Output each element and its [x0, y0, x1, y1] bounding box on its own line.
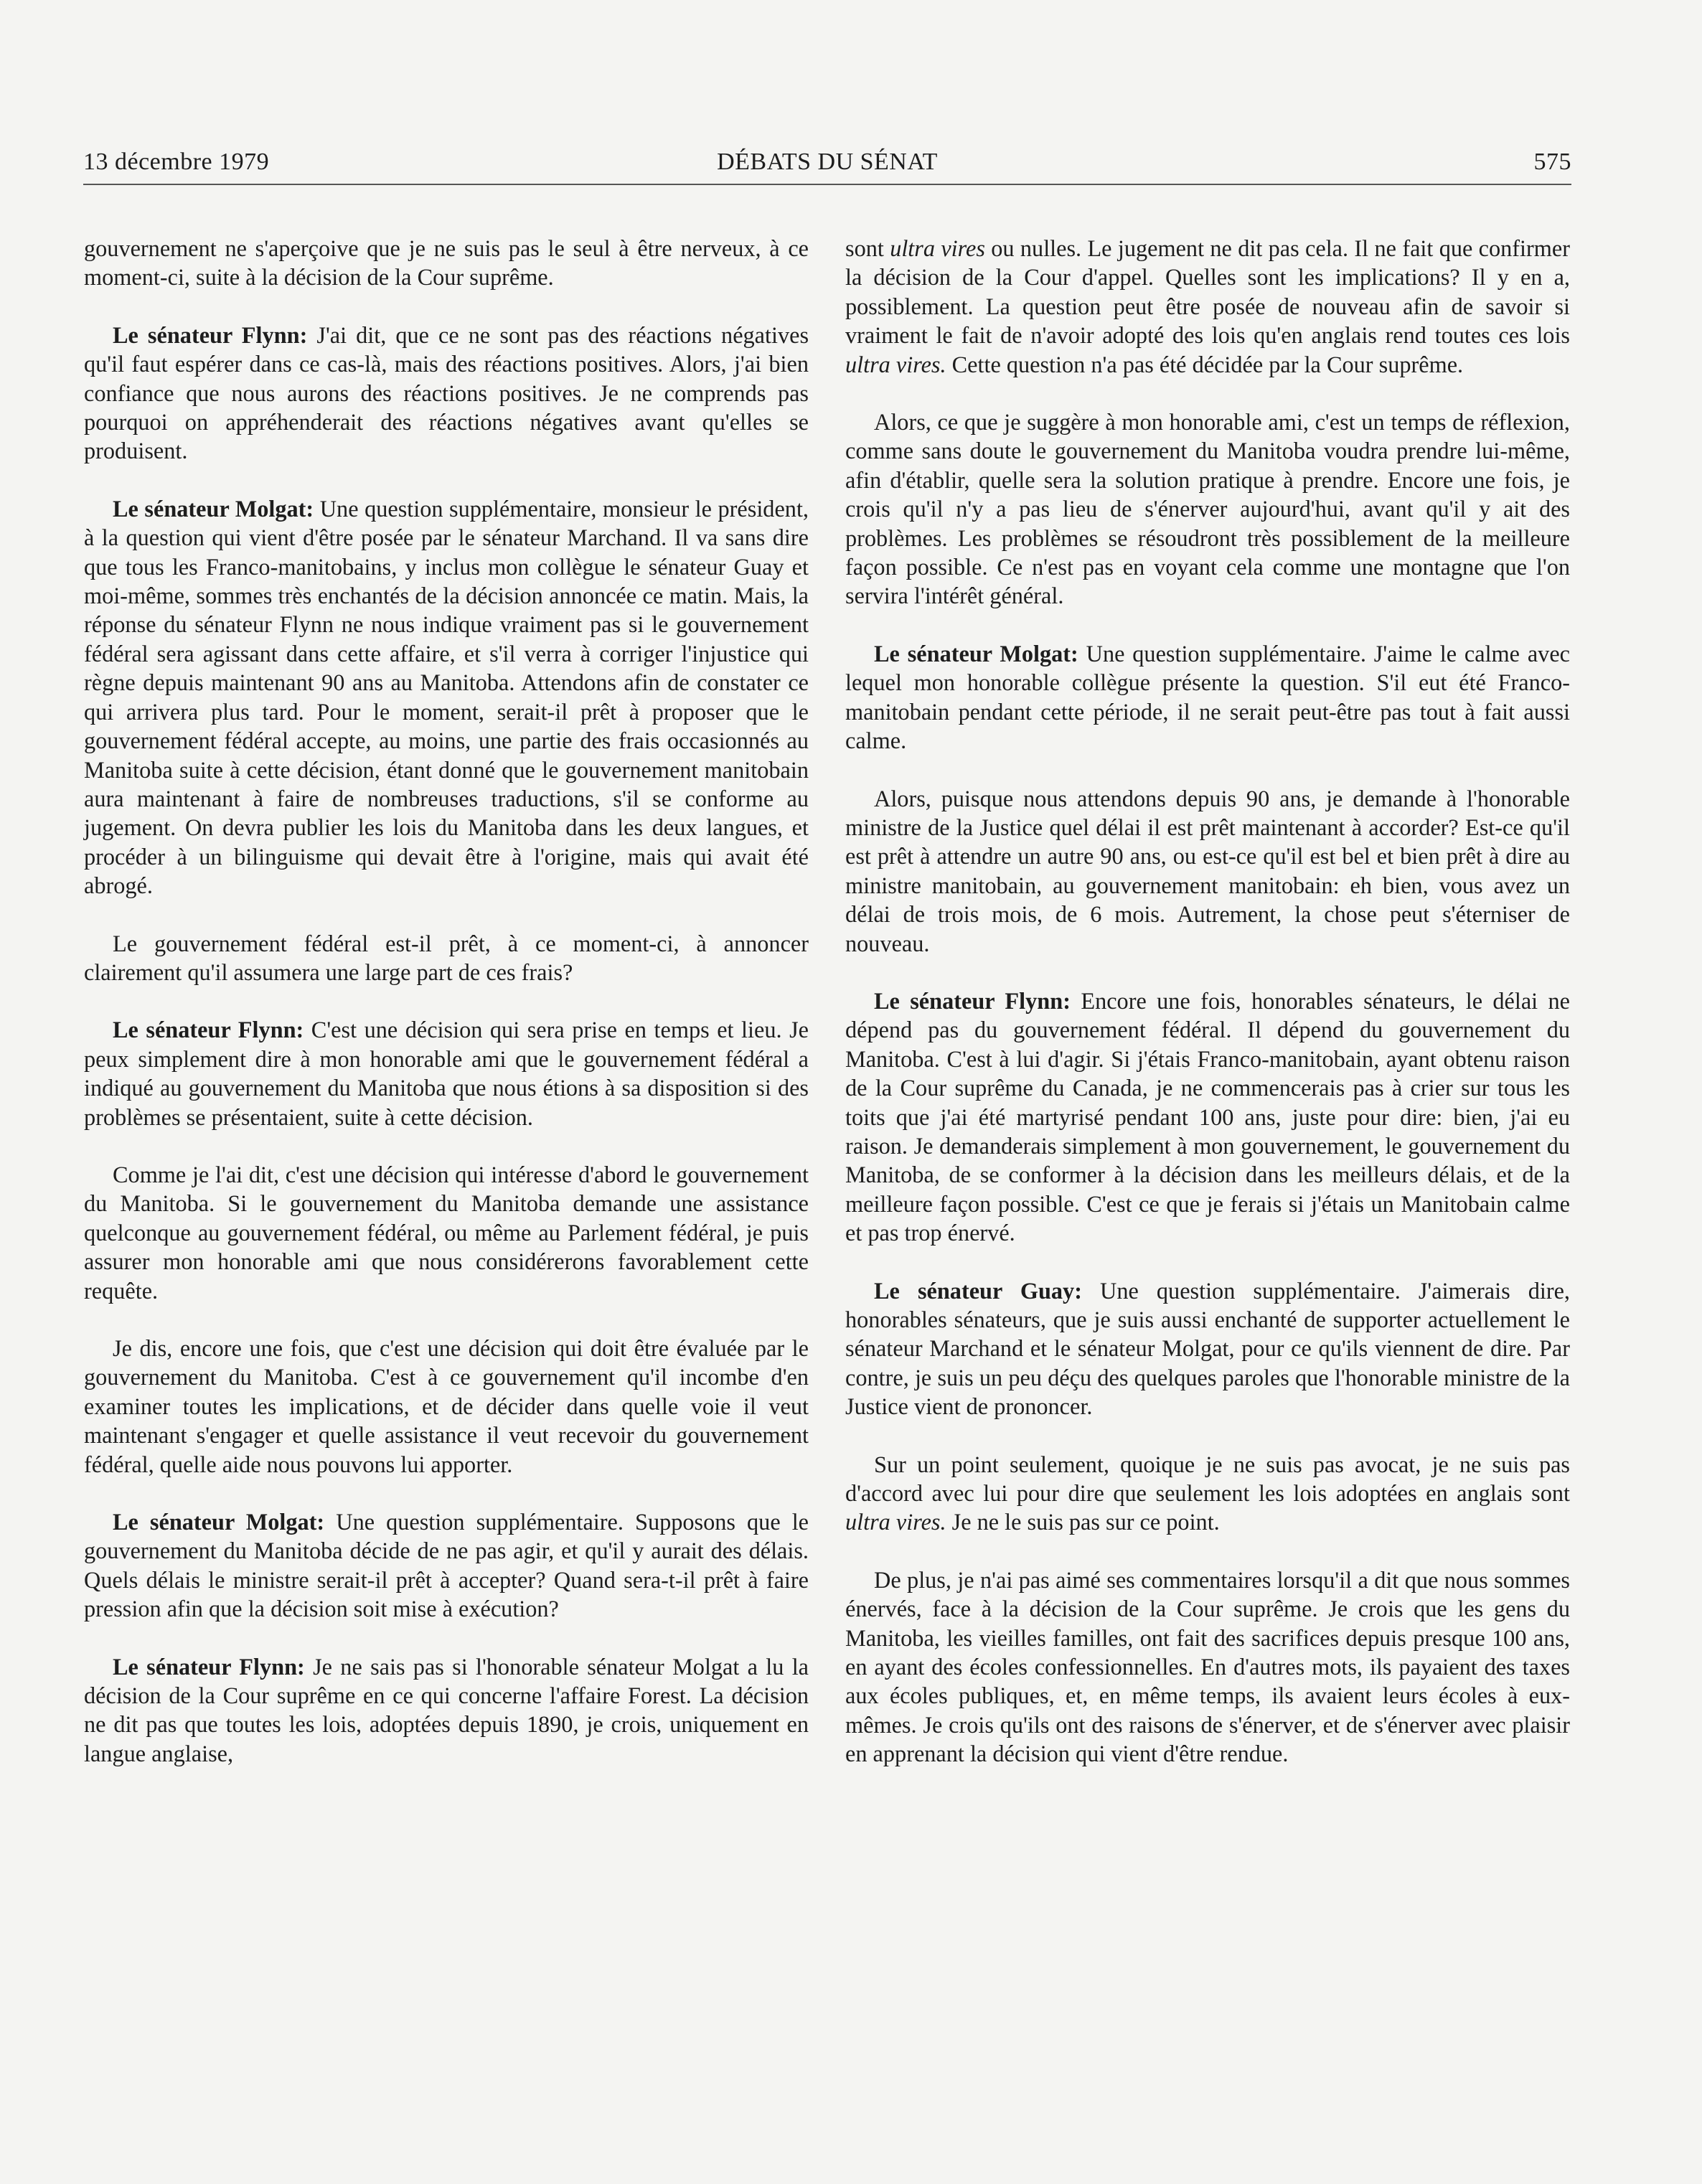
left-column: [84, 234, 809, 1797]
header-date: 13 décembre 1979: [83, 149, 270, 175]
paragraph: [84, 321, 809, 466]
paragraph: [845, 639, 1570, 756]
text-run: Cette question n'a pas été décidée par la Cour suprême.: [946, 351, 1464, 377]
page-header: [83, 146, 1571, 185]
speech-text: Une question supplémentaire. J'aimerais dire, honorables sénateurs, que je suis aussi enchanté de supporter actuellement le sénateur Marchand et le sénateur Molgat, pour ce qu'ils viennent de dire. Par contre, je suis un peu déçu des quelques paroles que l'honorable ministre de la Justice vient de prononcer.: [845, 1277, 1570, 1420]
paragraph: [845, 987, 1570, 1248]
paragraph: [84, 1015, 809, 1131]
paragraph: De plus, je n'ai pas aimé ses commentaires lorsqu'il a dit que nous sommes énervés, face à la décision de la Cour suprême. Je crois que les gens du Manitoba, les vieilles familles, ont fait des sacrifices depuis presque 100 ans, en ayant des écoles confessionnelles. En d'autres mots, ils payaient des taxes aux écoles publiques, et, en même temps, ils avaient leurs écoles à eux-mêmes. Je crois qu'ils ont des raisons de s'énerver, et de s'énerver avec plaisir en apprenant la décision qui vient d'être rendue.: [845, 1566, 1570, 1767]
text-run: ou nulles. Le jugement ne dit pas cela. Il ne fait que confirmer la décision de la Cour d'appel. Quelles sont les implications? Il y en a, possiblement. La question peut être posée de nouveau afin de savoir si vraiment le fait de n'avoir adopté des lois qu'en anglais rend toutes ces lois: [845, 235, 1570, 349]
text-run: Sur un point seulement, quoique je ne suis pas avocat, je ne suis pas d'accord avec lui pour dire que seulement les lois adoptées en anglais sont: [845, 1451, 1570, 1507]
paragraph: Alors, ce que je suggère à mon honorable ami, c'est un temps de réflexion, comme sans doute le gouvernement du Manitoba voudra prendre lui-même, afin d'établir, quelle sera la solution pratique à prendre. Encore une fois, je crois qu'il n'y a pas lieu de s'énerver aujourd'hui, avant qu'il y ait des problèmes. Les problèmes se résoudront très possiblement de la meilleure façon possible. Ce n'est pas en voyant cela comme une montagne que l'on servira l'intérêt général.: [845, 409, 1570, 609]
paragraph: Comme je l'ai dit, c'est une décision qui intéresse d'abord le gouvernement du Manitoba. Si le gouvernement du Manitoba demande une assistance quelconque au gouvernement fédéral, ou même au Parlement fédéral, je puis assurer mon honorable ami que nous considérerons favorablement cette requête.: [84, 1161, 809, 1304]
speech-text: Je ne sais pas si l'honorable sénateur Molgat a lu la décision de la Cour suprême en ce qui concerne l'affaire Forest. La décision ne dit pas que toutes les lois, adoptées depuis 1890, je crois, uniquement en langue anglaise,: [84, 1653, 809, 1766]
italic-term: ultra vires.: [845, 351, 946, 377]
paragraph: [84, 494, 809, 900]
italic-term: ultra vires: [890, 235, 985, 261]
paragraph: [84, 1507, 809, 1624]
speaker-name: Le sénateur Flynn:: [874, 987, 1071, 1014]
speech-text: Une question supplémentaire. J'aime le calme avec lequel mon honorable collègue présente la question. S'il eut été Franco-manitobain pendant cette période, il ne serait peut-être pas tout à fait aussi calme.: [845, 640, 1570, 754]
header-page-number: 575: [1533, 149, 1571, 175]
paragraph: Alors, puisque nous attendons depuis 90 ans, je demande à l'honorable ministre de la Justice quel délai il est prêt maintenant à accorder? Est-ce qu'il est prêt à attendre un autre 90 ans, ou est-ce qu'il est bel et bien prêt à dire au ministre manitobain, au gouvernement manitobain: eh bien, vous avez un délai de trois mois, de 6 mois. Autrement, la chose peut s'éterniser de nouveau.: [845, 785, 1570, 956]
paragraph: [845, 1450, 1570, 1537]
paragraph: gouvernement ne s'aperçoive que je ne suis pas le seul à être nerveux, à ce moment-ci, suite à la décision de la Cour suprême.: [84, 235, 809, 291]
text-run: Je ne le suis pas sur ce point.: [946, 1509, 1220, 1535]
speaker-name: Le sénateur Flynn:: [113, 1017, 304, 1043]
speaker-name: Le sénateur Guay:: [874, 1277, 1082, 1304]
paragraph: Je dis, encore une fois, que c'est une décision qui doit être évaluée par le gouvernement du Manitoba. C'est à ce gouvernement qu'il incombe d'en examiner toutes les implications, et de décider dans quelle voie il veut maintenant s'engager et quelle assistance il veut recevoir du gouvernement fédéral, quelle aide nous pouvons lui apporter.: [84, 1335, 809, 1477]
speech-text: C'est une décision qui sera prise en temps et lieu. Je peux simplement dire à mon honorable ami que le gouvernement fédéral a indiqué au gouvernement du Manitoba que nous étions à sa disposition si des problèmes se présentaient, suite à cette décision.: [84, 1017, 809, 1130]
text-run: sont: [845, 235, 890, 261]
speech-text: Encore une fois, honorables sénateurs, le délai ne dépend pas du gouvernement fédéral. Il dépend du gouvernement du Manitoba. C'est à lui d'agir. Si j'étais Franco-manitobain, ayant obtenu raison de la Cour suprême du Canada, je ne commencerais pas à crier sur tous les toits que j'ai été martyrisé pendant 100 ans, juste pour dire: bien, j'ai eu raison. Je demanderais simplement à mon gouvernement, le gouvernement du Manitoba, de se conformer à la décision dans les meilleurs délais, et de la meilleure façon possible. C'est ce que je ferais si j'étais un Manitobain calme et pas trop énervé.: [845, 987, 1571, 1246]
right-column: [845, 234, 1570, 1797]
speaker-name: Le sénateur Flynn:: [113, 321, 308, 348]
speaker-name: Le sénateur Molgat:: [113, 1509, 325, 1535]
paragraph: [845, 234, 1570, 379]
speech-text: Une question supplémentaire, monsieur le président, à la question qui vient d'être posée par le sénateur Marchand. Il va sans dire que tous les Franco-manitobains, y inclus mon collègue le sénateur Guay et moi-même, sommes très enchantés de la décision annoncée ce matin. Mais, la réponse du sénateur Flynn ne nous indique vraiment pas si le gouvernement fédéral sera agissant dans cette affaire, et s'il verra à corriger l'injustice qui règne depuis maintenant 90 ans au Manitoba. Attendons afin de constater ce qui arrivera plus tard. Pour le moment, serait-il prêt à proposer que le gouvernement fédéral accepte, au moins, une partie des frais occasionnés au Manitoba suite à cette décision, étant donné que le gouvernement manitobain aura maintenant à faire de nombreuses traductions, s'il se conforme au jugement. On devra publier les lois du Manitoba dans les deux langues, et procéder à un bilinguisme qui devait être à l'origine, mais qui avait été abrogé.: [84, 495, 809, 899]
paragraph: [84, 1652, 809, 1769]
header-title: DÉBATS DU SÉNAT: [717, 149, 938, 175]
italic-term: ultra vires.: [845, 1509, 946, 1535]
paragraph: Le gouvernement fédéral est-il prêt, à ce moment-ci, à annoncer clairement qu'il assumera une large part de ces frais?: [84, 930, 809, 985]
speech-text: J'ai dit, que ce ne sont pas des réactions négatives qu'il faut espérer dans ce cas-là, mais des réactions positives. Alors, j'ai bien confiance que nous aurons des réactions positives. Je ne comprends pas pourquoi on appréhenderait des réactions négatives avant qu'elles se produisent.: [84, 321, 809, 464]
speech-text: Une question supplémentaire. Supposons que le gouvernement du Manitoba décide de ne pas agir, et qu'il y aurait des délais. Quels délais le ministre serait-il prêt à accepter? Quand sera-t-il prêt à faire pression afin que la décision soit mise à exécution?: [84, 1509, 809, 1622]
speaker-name: Le sénateur Flynn:: [113, 1653, 305, 1680]
speaker-name: Le sénateur Molgat:: [874, 640, 1078, 667]
paragraph: [845, 1276, 1570, 1421]
speaker-name: Le sénateur Molgat:: [113, 495, 314, 522]
